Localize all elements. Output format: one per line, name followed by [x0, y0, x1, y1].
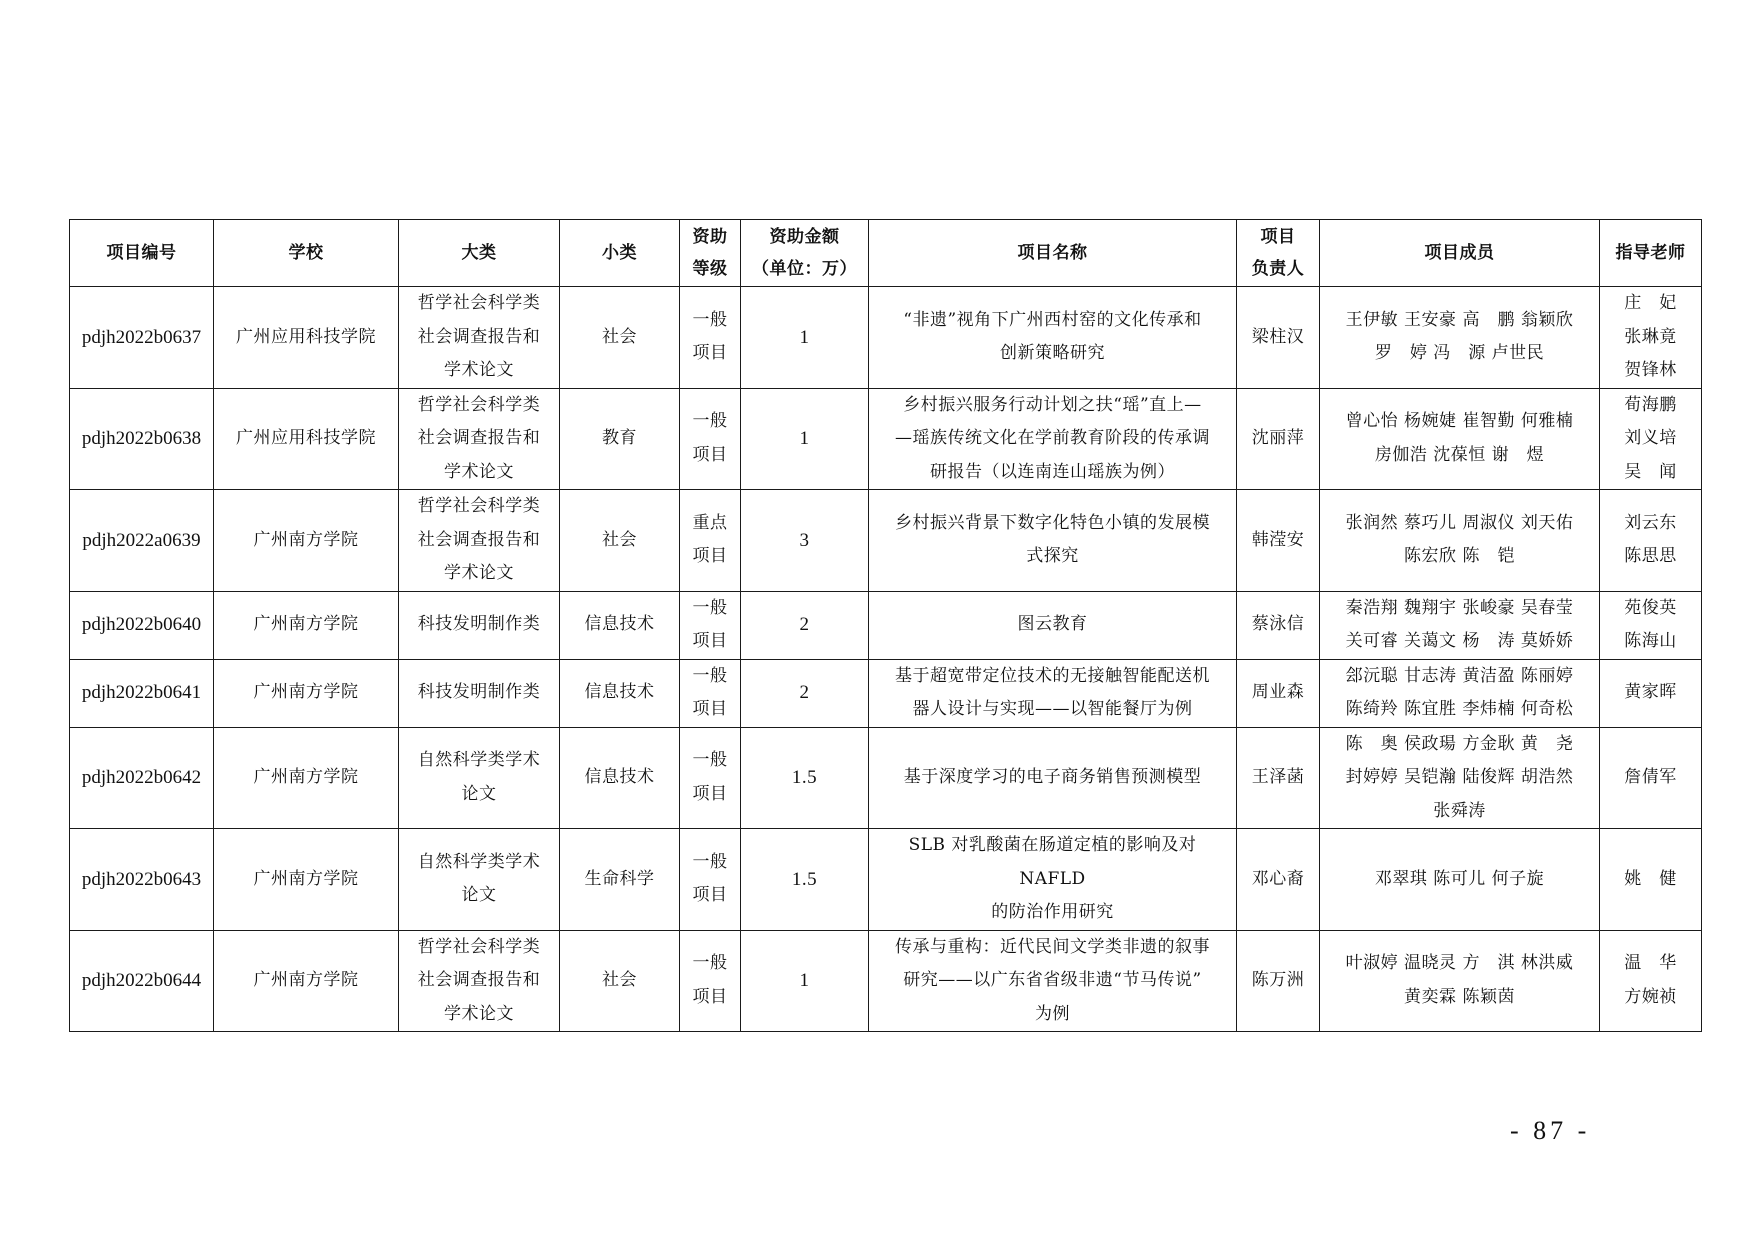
cell-level-line: 项目: [692, 444, 728, 465]
cell-code: pdjh2022b0637: [70, 287, 214, 389]
cell-advisors-line: 姚 健: [1624, 868, 1677, 889]
cell-project-title: [869, 490, 1237, 592]
cell-school: 广州应用科技学院: [214, 388, 399, 490]
cell-level-line: 一般: [692, 665, 728, 686]
cell-amount: 1: [741, 287, 869, 389]
cell-category: [399, 930, 560, 1032]
cell-school: 广州应用科技学院: [214, 287, 399, 389]
cell-project-title: [869, 591, 1237, 659]
cell-amount: 2: [741, 659, 869, 727]
cell-project-title-line: SLB 对乳酸菌在肠道定植的影响及对 NAFLD: [908, 835, 1197, 889]
table-row: [70, 287, 1702, 389]
cell-level: [680, 591, 741, 659]
cell-school: 广州南方学院: [214, 591, 399, 659]
header-amount-line: （单位：万）: [752, 259, 857, 279]
cell-advisors-line: 刘云东: [1624, 512, 1677, 533]
cell-code: pdjh2022a0639: [70, 490, 214, 592]
table-row: [70, 930, 1702, 1032]
cell-members: [1320, 727, 1600, 829]
cell-members-line: 罗 婷 冯 源 卢世民: [1374, 343, 1545, 364]
cell-level-line: 项目: [692, 631, 728, 651]
cell-leader: 邓心裔: [1237, 829, 1320, 931]
cell-category-line: 论文: [461, 885, 497, 906]
table-row: [70, 591, 1702, 659]
cell-category: [399, 591, 560, 659]
table-row: [70, 727, 1702, 829]
cell-level: [680, 490, 741, 592]
cell-level-line: 一般: [692, 309, 728, 330]
cell-project-title-line: 图云教育: [1017, 614, 1088, 635]
cell-code: pdjh2022b0638: [70, 388, 214, 490]
cell-level-line: 一般: [692, 851, 728, 872]
cell-project-title-line: 乡村振兴服务行动计划之扶“瑶”直上—: [903, 394, 1202, 415]
cell-project-title-line: 为例: [1035, 1003, 1070, 1024]
cell-project-title-line: 器人设计与实现——以智能餐厅为例: [912, 699, 1193, 719]
cell-members-line: 曾心怡 杨婉婕 崔智勤 何雅楠: [1345, 411, 1574, 432]
cell-code: pdjh2022b0644: [70, 930, 214, 1032]
cell-category-line: 哲学社会科学类: [417, 936, 541, 957]
cell-level: [680, 388, 741, 490]
cell-amount: 1: [741, 388, 869, 490]
cell-category: [399, 829, 560, 931]
header-level: [680, 220, 741, 287]
cell-code: pdjh2022b0641: [70, 659, 214, 727]
cell-level-line: 项目: [692, 885, 728, 906]
cell-members-line: 陈 奥 侯政瑒 方金耿 黄 尧: [1345, 733, 1574, 754]
cell-level-line: 重点: [692, 512, 728, 533]
cell-advisors-line: 苑俊英: [1624, 597, 1677, 618]
cell-school: 广州南方学院: [214, 490, 399, 592]
cell-advisors-line: 陈思思: [1624, 546, 1677, 567]
cell-members-line: 陈绮羚 陈宜胜 李炜楠 何奇松: [1345, 699, 1574, 719]
cell-project-title-line: 基于深度学习的电子商务销售预测模型: [903, 767, 1202, 787]
cell-subcategory: 信息技术: [560, 591, 680, 659]
page-number: - 87 -: [1510, 1116, 1591, 1145]
cell-level-line: 项目: [692, 546, 728, 567]
cell-category-line: 社会调查报告和: [417, 970, 541, 990]
cell-project-title: [869, 930, 1237, 1032]
cell-leader: 沈丽萍: [1237, 388, 1320, 490]
cell-subcategory: 生命科学: [560, 829, 680, 931]
cell-category-line: 学术论文: [444, 360, 514, 380]
cell-project-title-line: 创新策略研究: [1000, 343, 1105, 364]
cell-leader: 王泽菡: [1237, 727, 1320, 829]
cell-project-title: [869, 829, 1237, 931]
cell-project-title-line: 的防治作用研究: [991, 902, 1114, 922]
header-title: 项目名称: [869, 220, 1237, 287]
cell-members: [1320, 388, 1600, 490]
cell-advisors-line: 荀海鹏: [1624, 394, 1677, 415]
cell-category-line: 论文: [461, 783, 497, 804]
cell-members-line: 房伽浩 沈葆恒 谢 煜: [1374, 444, 1545, 465]
cell-amount: 1: [741, 930, 869, 1032]
project-table-container: [69, 219, 1701, 1032]
cell-project-title-line: 式探究: [1026, 546, 1079, 567]
header-level-line: 资助: [692, 227, 728, 247]
cell-school: 广州南方学院: [214, 727, 399, 829]
cell-members-line: 陈宏欣 陈 铠: [1404, 546, 1515, 567]
cell-project-title: [869, 727, 1237, 829]
cell-leader: 陈万洲: [1237, 930, 1320, 1032]
cell-members-line: 张润然 蔡巧儿 周淑仪 刘天佑: [1345, 512, 1574, 533]
cell-advisors: [1600, 659, 1702, 727]
cell-advisors-line: 吴 闻: [1624, 461, 1677, 482]
cell-advisors-line: 陈海山: [1624, 631, 1677, 651]
table-body: [70, 287, 1702, 1032]
cell-subcategory: 社会: [560, 490, 680, 592]
cell-level-line: 一般: [692, 750, 728, 771]
cell-members-line: 王伊敏 王安豪 高 鹏 翁颖欣: [1345, 309, 1574, 330]
cell-level: [680, 930, 741, 1032]
cell-leader: 梁柱汉: [1237, 287, 1320, 389]
cell-advisors-line: 贺锋林: [1624, 360, 1677, 380]
header-advisors: 指导老师: [1600, 220, 1702, 287]
cell-code: pdjh2022b0640: [70, 591, 214, 659]
cell-category-line: 学术论文: [444, 1003, 514, 1024]
cell-category: [399, 727, 560, 829]
cell-project-title: [869, 388, 1237, 490]
cell-members: [1320, 659, 1600, 727]
cell-members-line: 封婷婷 吴铠瀚 陆俊辉 胡浩然: [1345, 767, 1574, 787]
cell-level: [680, 829, 741, 931]
project-table: [69, 219, 1702, 1032]
cell-category-line: 科技发明制作类: [417, 682, 541, 703]
cell-members-line: 邓翠琪 陈可儿 何子旋: [1374, 868, 1545, 889]
cell-category-line: 学术论文: [444, 563, 514, 583]
cell-members-line: 关可睿 关蔼文 杨 涛 莫娇娇: [1345, 631, 1574, 651]
cell-project-title-line: 传承与重构：近代民间文学类非遗的叙事: [895, 936, 1210, 957]
cell-members-line: 郐沅聪 甘志涛 黄洁盈 陈丽婷: [1345, 665, 1574, 686]
cell-level-line: 一般: [692, 597, 728, 618]
cell-level-line: 项目: [692, 783, 728, 804]
cell-category-line: 自然科学类学术: [417, 851, 541, 872]
cell-level-line: 项目: [692, 699, 728, 719]
cell-members: [1320, 930, 1600, 1032]
cell-level-line: 一般: [692, 411, 728, 432]
header-members: 项目成员: [1320, 220, 1600, 287]
cell-advisors: [1600, 591, 1702, 659]
cell-level: [680, 727, 741, 829]
cell-advisors-line: 黄家晖: [1624, 682, 1677, 703]
cell-members-line: 叶淑婷 温晓灵 方 淇 林洪威: [1345, 953, 1574, 974]
header-category: 大类: [399, 220, 560, 287]
header-leader-line: 负责人: [1251, 259, 1305, 279]
table-header-row: [70, 220, 1702, 287]
cell-subcategory: 信息技术: [560, 659, 680, 727]
cell-category-line: 自然科学类学术: [417, 750, 541, 771]
cell-advisors: [1600, 287, 1702, 389]
cell-category-line: 社会调查报告和: [417, 428, 541, 448]
cell-project-title-line: 基于超宽带定位技术的无接触智能配送机: [895, 665, 1210, 686]
cell-project-title-line: 研究——以广东省省级非遗“节马传说”: [903, 970, 1202, 990]
cell-category-line: 哲学社会科学类: [417, 496, 541, 516]
cell-members-line: 秦浩翔 魏翔宇 张峻豪 吴春莹: [1345, 597, 1574, 618]
cell-project-title-line: —瑶族传统文化在学前教育阶段的传承调: [895, 428, 1210, 448]
cell-leader: 蔡泳信: [1237, 591, 1320, 659]
cell-leader: 韩滢安: [1237, 490, 1320, 592]
cell-project-title-line: 研报告（以连南连山瑶族为例）: [930, 461, 1175, 482]
cell-project-title-line: 乡村振兴背景下数字化特色小镇的发展模: [895, 512, 1210, 533]
cell-advisors-line: 温 华: [1624, 953, 1677, 974]
cell-level: [680, 659, 741, 727]
cell-school: 广州南方学院: [214, 659, 399, 727]
cell-advisors-line: 詹倩军: [1624, 767, 1677, 787]
cell-amount: 1.5: [741, 829, 869, 931]
cell-category: [399, 287, 560, 389]
cell-category: [399, 388, 560, 490]
cell-category-line: 哲学社会科学类: [417, 394, 541, 415]
cell-subcategory: 教育: [560, 388, 680, 490]
cell-level-line: 一般: [692, 953, 728, 974]
cell-code: pdjh2022b0643: [70, 829, 214, 931]
header-code: 项目编号: [70, 220, 214, 287]
cell-amount: 3: [741, 490, 869, 592]
cell-amount: 2: [741, 591, 869, 659]
header-amount: [741, 220, 869, 287]
cell-category-line: 科技发明制作类: [417, 614, 541, 635]
cell-advisors: [1600, 930, 1702, 1032]
cell-category-line: 学术论文: [444, 461, 514, 482]
cell-advisors-line: 庄 妃: [1624, 293, 1677, 313]
cell-school: 广州南方学院: [214, 829, 399, 931]
cell-leader: 周业森: [1237, 659, 1320, 727]
cell-advisors-line: 方婉祯: [1624, 986, 1677, 1007]
cell-subcategory: 社会: [560, 287, 680, 389]
table-row: [70, 388, 1702, 490]
cell-project-title: [869, 287, 1237, 389]
cell-advisors: [1600, 829, 1702, 931]
cell-members: [1320, 287, 1600, 389]
cell-subcategory: 信息技术: [560, 727, 680, 829]
cell-code: pdjh2022b0642: [70, 727, 214, 829]
cell-category: [399, 659, 560, 727]
cell-category-line: 哲学社会科学类: [417, 293, 541, 313]
cell-members: [1320, 490, 1600, 592]
cell-advisors-line: 刘义培: [1624, 428, 1677, 448]
cell-level: [680, 287, 741, 389]
table-row: [70, 829, 1702, 931]
cell-advisors: [1600, 490, 1702, 592]
cell-subcategory: 社会: [560, 930, 680, 1032]
cell-advisors-line: 张琳竟: [1624, 326, 1677, 347]
cell-members-line: 张舜涛: [1433, 800, 1486, 821]
cell-members: [1320, 829, 1600, 931]
header-school: 学校: [214, 220, 399, 287]
cell-category-line: 社会调查报告和: [417, 326, 541, 347]
header-subcategory: 小类: [560, 220, 680, 287]
header-level-line: 等级: [692, 259, 728, 279]
cell-level-line: 项目: [692, 343, 728, 364]
cell-category-line: 社会调查报告和: [417, 529, 541, 550]
header-amount-line: 资助金额: [769, 227, 840, 247]
cell-project-title: [869, 659, 1237, 727]
cell-advisors: [1600, 727, 1702, 829]
cell-level-line: 项目: [692, 986, 728, 1007]
cell-members-line: 黄奕霖 陈颖茵: [1404, 986, 1515, 1007]
header-leader-line: 项目: [1260, 227, 1296, 247]
cell-members: [1320, 591, 1600, 659]
cell-category: [399, 490, 560, 592]
cell-advisors: [1600, 388, 1702, 490]
header-leader: [1237, 220, 1320, 287]
cell-school: 广州南方学院: [214, 930, 399, 1032]
table-row: [70, 659, 1702, 727]
cell-amount: 1.5: [741, 727, 869, 829]
table-row: [70, 490, 1702, 592]
cell-project-title-line: “非遗”视角下广州西村窑的文化传承和: [903, 309, 1202, 330]
